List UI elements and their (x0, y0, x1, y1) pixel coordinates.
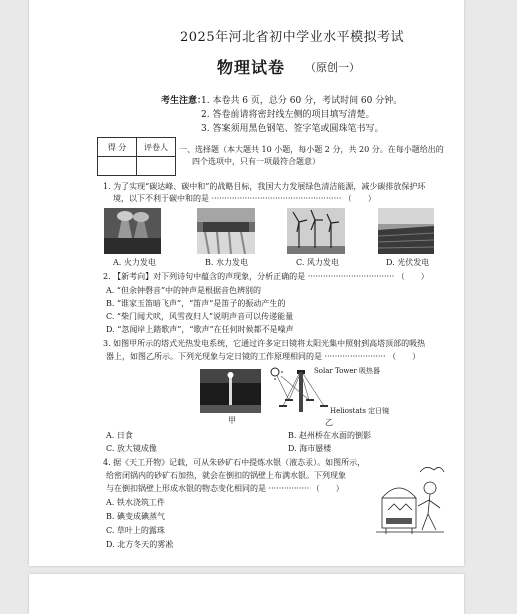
mercury-refining-illustration (374, 460, 446, 536)
subject-title: 物理试卷 (217, 58, 286, 77)
notes-item: 1. 本卷共 6 页，总分 60 分，考试时间 60 分钟。 (201, 96, 403, 106)
score-cell[interactable] (98, 157, 137, 176)
question-stem-cont: 器上，如图乙所示。下列光现象与定日镜的工作原理相同的是 ························ （ ） (106, 352, 421, 361)
hydro-power-image (197, 208, 255, 254)
figure-b-caption: 乙 (325, 418, 333, 427)
option-b[interactable]: B. “谁家玉笛暗飞声”，“笛声”是笛子的振动产生的 (106, 299, 286, 308)
question-stem-cont: 给密闭锅内的砂矿石加热，就会在倒扣的锅壁上布满水银。下列现象 (106, 471, 346, 480)
option-a[interactable]: A. 日食 (106, 431, 133, 440)
question-stem-cont: 与在倒扣锅壁上形成水银的物态变化相同的是 ················ （ ） (106, 484, 344, 493)
next-page-edge (29, 574, 464, 614)
grader-cell[interactable] (137, 157, 176, 176)
option-d[interactable]: D. 北方冬天的雾凇 (106, 540, 174, 549)
option-d[interactable]: D. 光伏发电 (386, 258, 430, 267)
notes-item: 3. 答案须用黑色钢笔、签字笔或圆珠笔书写。 (201, 124, 384, 134)
option-a[interactable]: A. 铁水浇筑工件 (106, 498, 165, 507)
option-b[interactable]: B. 赵州桥在水面的倒影 (288, 431, 371, 440)
question-stem: 2. 【新考向】对下列诗句中蕴含的声现象，分析正确的是 ·································· （ ） (103, 272, 429, 281)
wind-power-image (287, 208, 345, 254)
option-a[interactable]: A. 火力发电 (113, 258, 156, 267)
section-heading-cont: 四个选项中，只有一项最符合题意） (192, 157, 320, 166)
question-stem: 4. 据《天工开物》记载，可从朱砂矿石中提炼水银（液态汞）。如图所示， (103, 458, 366, 467)
option-c[interactable]: C. 草叶上的露珠 (106, 526, 165, 535)
exam-page (29, 0, 464, 566)
question-stem: 1. 为了实现“碳达峰、碳中和”的战略目标，我国大力发展绿色清洁能源，减少碳排放保护环 (103, 182, 426, 191)
option-b[interactable]: B. 水力发电 (205, 258, 248, 267)
solar-tower-photo (200, 369, 261, 413)
grader-header: 评卷人 (137, 138, 176, 157)
notes-item: 2. 答卷前请将密封线左侧的项目填写清楚。 (201, 110, 375, 120)
option-c[interactable]: C. 风力发电 (296, 258, 339, 267)
edition-label: （原创一） (305, 61, 360, 74)
heliostat-label: Heliostats 定日镜 (330, 407, 390, 415)
question-stem-cont: 境，以下不利于碳中和的是 ··················································· （ ） (113, 194, 376, 203)
option-c[interactable]: C. 放大镜成像 (106, 444, 157, 453)
solar-pv-image (378, 208, 434, 254)
figure-a-caption: 甲 (228, 416, 236, 425)
question-stem: 3. 如图甲所示的塔式光热发电系统，它通过许多定日镜将太阳光集中照射到高塔顶部的吸热 (103, 339, 426, 348)
exam-title: 2025年河北省初中学业水平模拟考试 (180, 30, 405, 45)
notes-label: 考生注意： (161, 96, 207, 106)
option-b[interactable]: B. 碘变成碘蒸气 (106, 512, 165, 521)
thermal-power-image (104, 208, 161, 254)
section-heading: 一、选择题（本大题共 10 小题，每小题 2 分，共 20 分。在每小题给出的 (179, 145, 444, 154)
option-d[interactable]: D. “忽闻岸上踏歌声”，“歌声”在任何时候都不是噪声 (106, 325, 294, 334)
option-a[interactable]: A. “但余钟磬音”中的钟声是根据音色辨别的 (106, 286, 262, 295)
score-table (97, 137, 176, 176)
option-d[interactable]: D. 海市蜃楼 (288, 444, 332, 453)
option-c[interactable]: C. “柴门闻犬吠，风雪夜归人”说明声音可以传递能量 (106, 312, 294, 321)
tower-label: Solar Tower 吸热器 (314, 367, 381, 375)
score-header: 得 分 (98, 138, 137, 157)
